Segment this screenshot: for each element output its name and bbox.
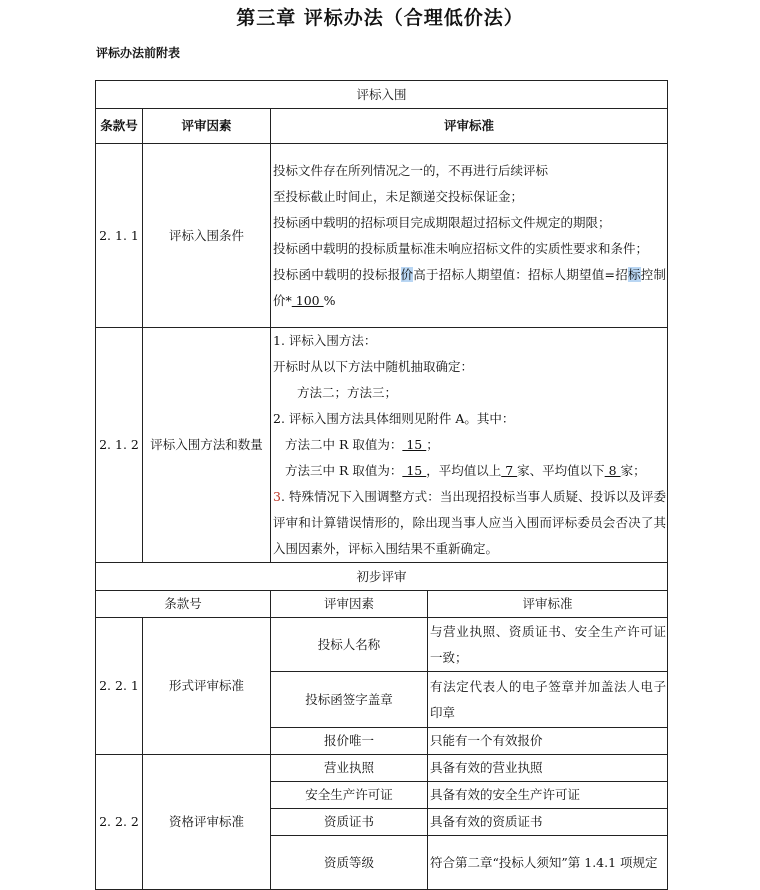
factor-signature-seal: 投标函签字盖章 xyxy=(271,672,428,728)
clause-2-2-1: 2. 2. 1 xyxy=(96,618,143,755)
header-clause-2: 条款号 xyxy=(96,591,271,618)
section-title-preliminary: 初步评审 xyxy=(96,563,668,591)
page-title: 第三章 评标办法（合理低价法） xyxy=(236,7,524,29)
r-value-method-three: 15 xyxy=(402,463,427,478)
method-details: 2. 评标入围方法具体细则见附件 A。其中： xyxy=(273,411,515,426)
standard-admission-conditions xyxy=(271,144,668,328)
factor-qualification-review: 资格评审标准 xyxy=(143,755,271,890)
condition-intro: 投标文件存在所列情况之一的，不再进行后续评标 xyxy=(273,162,549,178)
standard-qualification-cert: 具备有效的资质证书 xyxy=(428,809,668,836)
condition-price: 投标函中载明的投标报价高于招标人期望值：招标人期望值=招标控制价* 100 % xyxy=(273,266,666,308)
method-random-draw: 开标时从以下方法中随机抽取确定： xyxy=(273,359,474,374)
factor-qualification-grade: 资质等级 xyxy=(271,836,428,890)
r-value-method-two: 15 xyxy=(402,437,427,452)
method-three-r: 方法三中 R 取值为： 15 ，平均值以上 7 家、平均值以下 8 家； xyxy=(285,463,646,478)
standard-unique-price: 只能有一个有效报价 xyxy=(428,728,668,755)
count-below-average: 8 xyxy=(604,463,621,478)
standard-safety-permit: 具备有效的安全生产许可证 xyxy=(428,782,668,809)
special-adjustment: 3. 特殊情况下入围调整方式：当出现招投标当事人质疑、投诉以及评委评审和计算错误情形的，除出现当事人应当入围而评标委员会否决了其入围因素外，评标入围结果不重新确定。 xyxy=(273,489,667,556)
factor-formal-review: 形式评审标准 xyxy=(143,618,271,755)
text-highlight: 标 xyxy=(627,266,641,282)
factor-admission-conditions: 评标入围条件 xyxy=(143,144,271,328)
factor-qualification-cert: 资质证书 xyxy=(271,809,428,836)
header-clause: 条款号 xyxy=(96,109,143,144)
factor-admission-method: 评标入围方法和数量 xyxy=(143,328,271,563)
factor-bidder-name: 投标人名称 xyxy=(271,618,428,672)
method-two-r: 方法二中 R 取值为： 15 ； xyxy=(285,437,439,452)
clause-2-1-2: 2. 1. 2 xyxy=(96,328,143,563)
factor-safety-permit: 安全生产许可证 xyxy=(271,782,428,809)
header-factor-2: 评审因素 xyxy=(271,591,428,618)
condition-deposit: 至投标截止时间止，未足额递交投标保证金； xyxy=(273,188,524,204)
clause-2-1-1: 2. 1. 1 xyxy=(96,144,143,328)
attached-table-title: 评标办法前附表 xyxy=(96,46,181,60)
standard-qualification-grade: 符合第二章“投标人须知”第 1.4.1 项规定 xyxy=(428,836,668,890)
section-title-admission: 评标入围 xyxy=(96,81,668,109)
method-heading: 1. 评标入围方法： xyxy=(273,333,377,348)
standard-bidder-name: 与营业执照、资质证书、安全生产许可证一致； xyxy=(428,618,668,672)
condition-period: 投标函中载明的招标项目完成期限超过招标文件规定的期限； xyxy=(273,214,611,230)
standard-admission-method xyxy=(271,328,668,563)
method-options: 方法二；方法三； xyxy=(297,385,398,400)
factor-business-license: 营业执照 xyxy=(271,755,428,782)
evaluation-table xyxy=(95,80,668,890)
header-standard: 评审标准 xyxy=(271,109,668,144)
condition-quality: 投标函中载明的投标质量标准未响应招标文件的实质性要求和条件； xyxy=(273,240,649,256)
standard-business-license: 具备有效的营业执照 xyxy=(428,755,668,782)
price-percentage: 100 xyxy=(291,292,324,308)
text-highlight: 价 xyxy=(400,266,414,282)
factor-unique-price: 报价唯一 xyxy=(271,728,428,755)
header-standard-2: 评审标准 xyxy=(428,591,668,618)
count-above-average: 7 xyxy=(501,463,518,478)
red-number: 3 xyxy=(273,489,281,504)
header-factor: 评审因素 xyxy=(143,109,271,144)
standard-signature-seal: 有法定代表人的电子签章并加盖法人电子印章 xyxy=(428,672,668,728)
clause-2-2-2: 2. 2. 2 xyxy=(96,755,143,890)
